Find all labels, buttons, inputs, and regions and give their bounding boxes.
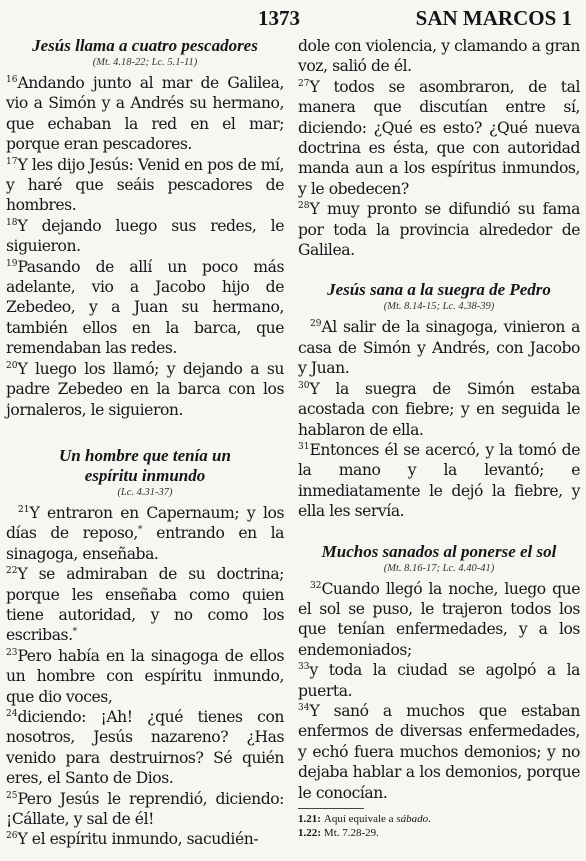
verse-text: Y entraron en Capernaum; y los días de reposo, xyxy=(6,503,284,543)
verse-text: Y todos se asombraron, de tal manera que discutían entre sí, diciendo: ¿Qué es esto? ¿Qué nueva doctrina es ésta, que con autoridad manda aun a los espíritus inmundos, y le obedecen? xyxy=(298,77,580,198)
verse-number: 33 xyxy=(298,662,310,673)
footnote-text-italic: sábado xyxy=(396,813,429,825)
verse-continuation: dole con violencia, y clamando a gran voz, salió de él. xyxy=(298,37,580,76)
verse-number: 31 xyxy=(298,441,310,452)
section-spacer xyxy=(298,522,580,542)
verse xyxy=(6,155,284,216)
section-spacer xyxy=(6,420,284,446)
verse xyxy=(6,503,284,564)
verse-number: 28 xyxy=(298,201,310,212)
parallel-references: (Lc. 4.31-37) xyxy=(117,486,173,498)
verse-number: 34 xyxy=(298,702,310,713)
section-heading: Jesús llama a cuatro pescadores xyxy=(32,36,258,55)
verse xyxy=(6,257,284,359)
verse-number: 32 xyxy=(310,580,322,591)
footnote-text: . xyxy=(428,813,431,825)
verse xyxy=(298,199,580,260)
section-heading: Muchos sanados al ponerse el sol xyxy=(321,541,557,561)
verse xyxy=(6,564,284,646)
verse-number: 18 xyxy=(6,217,18,228)
verse-text: Y les dijo Jesús: Venid en pos de mí, y haré que seáis pescadores de hombres. xyxy=(6,155,284,215)
verse-number: 19 xyxy=(6,258,18,269)
parallel-references: (Mt. 4.18-22; Lc. 5.1-11) xyxy=(92,57,198,68)
verse-text: Entonces él se acercó, y la tomó de la mano y la levantó; e inmediatamente le dejó la fiebre, y ella les servía. xyxy=(298,440,580,521)
footnote-divider xyxy=(298,808,364,809)
verse-number: 25 xyxy=(6,790,18,801)
verse-text: Cuando llegó la noche, luego que el sol se puso, le trajeron todos los que tenían enfermedades, y a los endemoniados; xyxy=(298,579,580,659)
verse-text: Y luego los llamó; y dejando a su padre Zebedeo en la barca con los jornaleros, le siguieron. xyxy=(6,359,284,419)
verse-text: Y dejando luego sus redes, le siguieron. xyxy=(6,216,284,256)
verse-text: Pero Jesús le reprendió, diciendo: ¡Cállate, y sal de él! xyxy=(6,789,284,828)
verse-text: Y sanó a muchos que estaban enfermos de diversas enfermedades, y echó fuera muchos demonios; y no dejaba hablar a los demonios, porque le conocían. xyxy=(298,701,580,802)
verse xyxy=(6,707,284,789)
verse-text: Y el espíritu inmundo, sacudién- xyxy=(17,830,259,849)
section-spacer xyxy=(298,260,580,280)
verse-text: Y muy pronto se difundió su fama por toda la provincia alrededor de Galilea. xyxy=(298,200,580,260)
footnote-marker[interactable]: * xyxy=(72,627,78,638)
verse xyxy=(298,317,580,378)
verse-text: Pasando de allí un poco más adelante, vio a Jacobo hijo de Zebedeo, y a Juan su hermano, también ellos en la barca, que remendaban las redes. xyxy=(6,257,284,358)
verse-text: Al salir de la sinagoga, vinieron a casa de Simón y Andrés, con Jacobo y Juan. xyxy=(298,318,580,378)
verse xyxy=(6,73,284,155)
section-heading-line: espíritu inmundo xyxy=(84,465,206,485)
footnote-text: Mt. 7.28-29. xyxy=(323,827,379,839)
verse-number: 22 xyxy=(6,566,18,577)
footnote xyxy=(298,812,580,826)
footnote-ref: 1.22: xyxy=(298,827,321,839)
verse-text: entrando en la sinagoga, enseñaba. xyxy=(6,524,284,563)
verse xyxy=(6,789,284,830)
verse xyxy=(298,379,580,440)
verse-number: 21 xyxy=(18,504,30,515)
footnote-text: Aquí equivale a xyxy=(323,813,397,825)
verse xyxy=(6,359,284,420)
parallel-references: (Mt. 8.14-15; Lc. 4.38-39) xyxy=(383,301,495,313)
verse-text: Pero había en la sinagoga de ellos un hombre con espíritu inmundo, que dio voces, xyxy=(6,646,284,706)
verse xyxy=(298,701,580,803)
verse xyxy=(6,216,284,257)
verse xyxy=(298,77,580,199)
verse xyxy=(6,646,284,707)
section-heading xyxy=(6,446,284,486)
verse-number: 17 xyxy=(6,156,18,167)
verse-number: 26 xyxy=(6,831,18,842)
footnote xyxy=(298,826,580,840)
verse xyxy=(298,660,580,701)
parallel-references: (Mt. 8.16-17; Lc. 4.40-41) xyxy=(383,562,495,574)
verse-number: 24 xyxy=(6,708,18,719)
verse-number: 27 xyxy=(298,78,310,89)
section-heading: Jesús sana a la suegra de Pedro xyxy=(327,280,551,300)
verse-text: Y la suegra de Simón estaba acostada con fiebre; y en seguida le hablaron de ella. xyxy=(298,379,580,439)
verse-text: Y se admiraban de su doctrina; porque les enseñaba como quien tiene autoridad, y no como los escribas. xyxy=(6,565,284,645)
verse-number: 23 xyxy=(6,647,18,658)
verse-number: 20 xyxy=(6,360,18,371)
verse xyxy=(298,440,580,522)
section-heading-line: Un hombre que tenía un xyxy=(59,445,231,465)
running-header-book: SAN MARCOS 1 xyxy=(415,6,572,30)
verse xyxy=(298,579,580,661)
verse-text: diciendo: ¡Ah! ¿qué tienes con nosotros, Jesús nazareno? ¿Has venido para destruirnos? Sé quién eres, el Santo de Dios. xyxy=(6,707,284,788)
footnote-marker[interactable]: * xyxy=(137,525,143,536)
right-column xyxy=(298,36,580,803)
footnote-ref: 1.21: xyxy=(298,813,321,825)
verse-number: 16 xyxy=(6,75,18,85)
verse-number: 29 xyxy=(310,319,322,330)
verse-number: 30 xyxy=(298,380,310,391)
verse-text: y toda la ciudad se agolpó a la puerta. xyxy=(298,661,580,700)
left-column xyxy=(6,36,284,850)
page-number: 1373 xyxy=(258,6,300,30)
verse xyxy=(6,829,284,849)
footnotes xyxy=(298,812,580,840)
verse-text: Andando junto al mar de Galilea, vio a Simón y a Andrés su hermano, que echaban la red en el mar; porque eran pescadores. xyxy=(6,74,284,154)
